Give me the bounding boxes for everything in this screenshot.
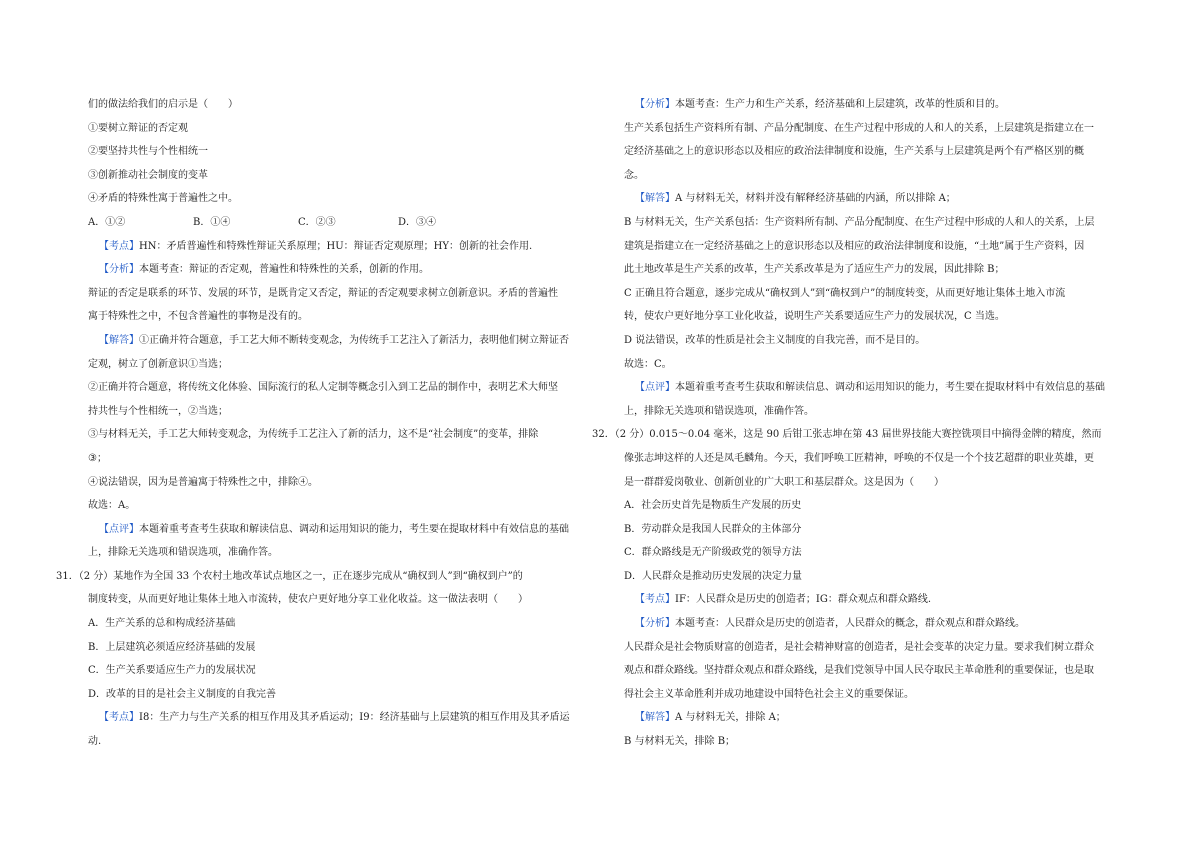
jieda-tag: 【解答】 (99, 334, 139, 346)
q32-fenxi-p3: 得社会主义革命胜利并成功地建设中国特色社会主义的重要保证。 (624, 688, 914, 700)
q30-option-b: B．①④ (193, 216, 231, 228)
dianping-tag: 【点评】 (635, 382, 675, 394)
jieda-tag: 【解答】 (635, 193, 675, 205)
jieda-tag: 【解答】 (635, 712, 675, 724)
q31-dianping: 【点评】本题着重考查考生获取和解读信息、调动和运用知识的能力，考生要在提取材料中有效信息的基础 (635, 382, 1105, 394)
q30-item-2: ②要坚持共性与个性相统一 (88, 146, 208, 158)
q30-jieda: 【解答】①正确并符合题意，手工艺大师不断转变观念，为传统手工艺注入了新活力，表明他们树立辩证否 (99, 334, 569, 346)
right-column (592, 93, 1134, 754)
q30-jieda-3b: ③； (88, 452, 107, 464)
q30-kaodian: 【考点】HN：矛盾普遍性和特殊性辩证关系原理；HU：辩证否定观原理；HY：创新的社会作用. (99, 240, 533, 252)
fenxi-tag: 【分析】 (635, 618, 675, 630)
fenxi-tag: 【分析】 (99, 264, 139, 276)
q31-jieda-b3: 此土地改革是生产关系的改革，生产关系改革是为了适应生产力的发展，因此排除 B； (624, 264, 1005, 276)
q31-kaodian-b: 动. (88, 736, 102, 748)
left-column (56, 93, 590, 754)
q30-fenxi: 【分析】本题考查：辩证的否定观，普遍性和特殊性的关系，创新的作用。 (99, 264, 429, 276)
q31-fenxi-p2: 定经济基础之上的意识形态以及相应的政治法律制度和设施，生产关系与上层建筑是两个有严格区别的概 (624, 146, 1084, 158)
q30-jieda-3a: ③与材料无关，手工艺大师转变观念，为传统手工艺注入了新的活力，这不是“社会制度”的变革，排除 (88, 429, 539, 441)
q31-option-a: A．生产关系的总和构成经济基础 (88, 618, 236, 630)
q30-fenxi-p2: 寓于特殊性之中，不包含普遍性的事物是没有的。 (88, 311, 308, 323)
q30-option-c: C．②③ (298, 216, 336, 228)
q32-fenxi-p1: 人民群众是社会物质财富的创造者，是社会精神财富的创造者，是社会变革的决定力量。要求我们树立群众 (624, 641, 1094, 653)
q31-stem-b: 制度转变，从而更好地让集体土地入市流转，使农户更好地分享工业化收益。这一做法表明（ ） (88, 594, 528, 606)
q32-jieda-b: B 与材料无关，排除 B； (624, 736, 736, 748)
kaodian-tag: 【考点】 (99, 240, 139, 252)
q31-stem-a: 31．（2 分）某地作为全国 33 个农村土地改革试点地区之一，正在逐步完成从“确权到人”到“确权到户”的 (56, 570, 523, 582)
q31-jieda-c2: 转，使农户更好地分享工业化收益，说明生产关系要适应生产力的发展状况，C 当选。 (624, 311, 1005, 323)
kaodian-tag: 【考点】 (99, 712, 139, 724)
q30-stem-tail: 们的做法给我们的启示是（ ） (88, 99, 238, 110)
q30-option-d: D．③④ (398, 216, 437, 228)
q31-jieda: 【解答】A 与材料无关，材料并没有解释经济基础的内涵，所以排除 A； (635, 193, 956, 205)
q32-option-d: D．人民群众是推动历史发展的决定力量 (624, 570, 803, 582)
q32-option-b: B．劳动群众是我国人民群众的主体部分 (624, 523, 802, 535)
q32-option-a: A．社会历史首先是物质生产发展的历史 (624, 500, 802, 512)
q31-dianping-b: 上，排除无关选项和错误选项，准确作答。 (624, 405, 814, 417)
q32-stem-c: 是一群群爱岗敬业、创新创业的广大职工和基层群众。这是因为（ ） (624, 476, 944, 488)
kaodian-tag: 【考点】 (635, 594, 675, 606)
q32-jieda: 【解答】A 与材料无关，排除 A； (635, 712, 786, 724)
q32-fenxi: 【分析】本题考查：人民群众是历史的创造者，人民群众的概念，群众观点和群众路线。 (635, 618, 1025, 630)
q32-option-c: C．群众路线是无产阶级政党的领导方法 (624, 547, 802, 559)
q32-fenxi-p2: 观点和群众路线。坚持群众观点和群众路线，是我们党领导中国人民夺取民主革命胜利的重要保证，也是取 (624, 665, 1094, 677)
q31-jieda-d: D 说法错误，改革的性质是社会主义制度的自我完善，而不是目的。 (624, 334, 926, 346)
q30-answer: 故选：A。 (88, 500, 136, 512)
q31-fenxi: 【分析】本题考查：生产力和生产关系，经济基础和上层建筑，改革的性质和目的。 (635, 99, 1005, 110)
q31-jieda-c1: C 正确且符合题意，逐步完成从“确权到人”到“确权到户”的制度转变，从而更好地让集体土地入市流 (624, 287, 1066, 299)
q30-jieda-1b: 定观，树立了创新意识①当选； (88, 358, 228, 370)
q30-item-4: ④矛盾的特殊性寓于普遍性之中。 (88, 193, 238, 205)
q30-jieda-4: ④说法错误，因为是普遍寓于特殊性之中，排除④。 (88, 476, 318, 488)
q31-answer: 故选：C。 (624, 358, 672, 370)
q31-fenxi-p3: 念。 (624, 169, 644, 181)
fenxi-tag: 【分析】 (635, 99, 675, 110)
q31-jieda-b1: B 与材料无关，生产关系包括：生产资料所有制、产品分配制度、在生产过程中形成的人和人的关系，上层 (624, 216, 1095, 228)
q31-kaodian: 【考点】I8：生产力与生产关系的相互作用及其矛盾运动；I9：经济基础与上层建筑的相互作用及其矛盾运 (99, 712, 570, 724)
q30-option-a: A．①② (88, 216, 126, 228)
q32-stem-b: 像张志坤这样的人还是凤毛麟角。今天，我们呼唤工匠精神，呼唤的不仅是一个个技艺超群的职业英雄，更 (624, 452, 1094, 464)
q31-option-b: B．上层建筑必须适应经济基础的发展 (88, 641, 256, 653)
q30-dianping: 【点评】本题着重考查考生获取和解读信息、调动和运用知识的能力，考生要在提取材料中有效信息的基础 (99, 523, 569, 535)
q30-options (88, 211, 590, 235)
q30-fenxi-p1: 辩证的否定是联系的环节、发展的环节，是既肯定又否定，辩证的否定观要求树立创新意识。矛盾的普遍性 (88, 287, 558, 299)
q31-option-c: C．生产关系要适应生产力的发展状况 (88, 665, 256, 677)
q32-stem-a: 32．（2 分）0.015～0.04 毫米，这是 90 后钳工张志坤在第 43 届世界技能大赛控铣项目中摘得金牌的精度，然而 (592, 429, 1102, 441)
q30-item-3: ③创新推动社会制度的变革 (88, 169, 208, 181)
q30-jieda-2a: ②正确并符合题意，将传统文化体验、国际流行的私人定制等概念引入到工艺品的制作中，表明艺术大师坚 (88, 382, 558, 394)
q32-kaodian: 【考点】IF：人民群众是历史的创造者；IG：群众观点和群众路线. (635, 594, 932, 606)
q30-dianping-b: 上，排除无关选项和错误选项，准确作答。 (88, 547, 278, 559)
q31-jieda-b2: 建筑是指建立在一定经济基础之上的意识形态以及相应的政治法律制度和设施，“土地”属于生产资料，因 (624, 240, 1085, 252)
q31-fenxi-p1: 生产关系包括生产资料所有制、产品分配制度、在生产过程中形成的人和人的关系，上层建筑是指建立在一 (624, 122, 1094, 134)
q30-item-1: ①要树立辩证的否定观 (88, 122, 188, 134)
q31-option-d: D．改革的目的是社会主义制度的自我完善 (88, 688, 277, 700)
q30-jieda-2b: 持共性与个性相统一，②当选； (88, 405, 228, 417)
dianping-tag: 【点评】 (99, 523, 139, 535)
